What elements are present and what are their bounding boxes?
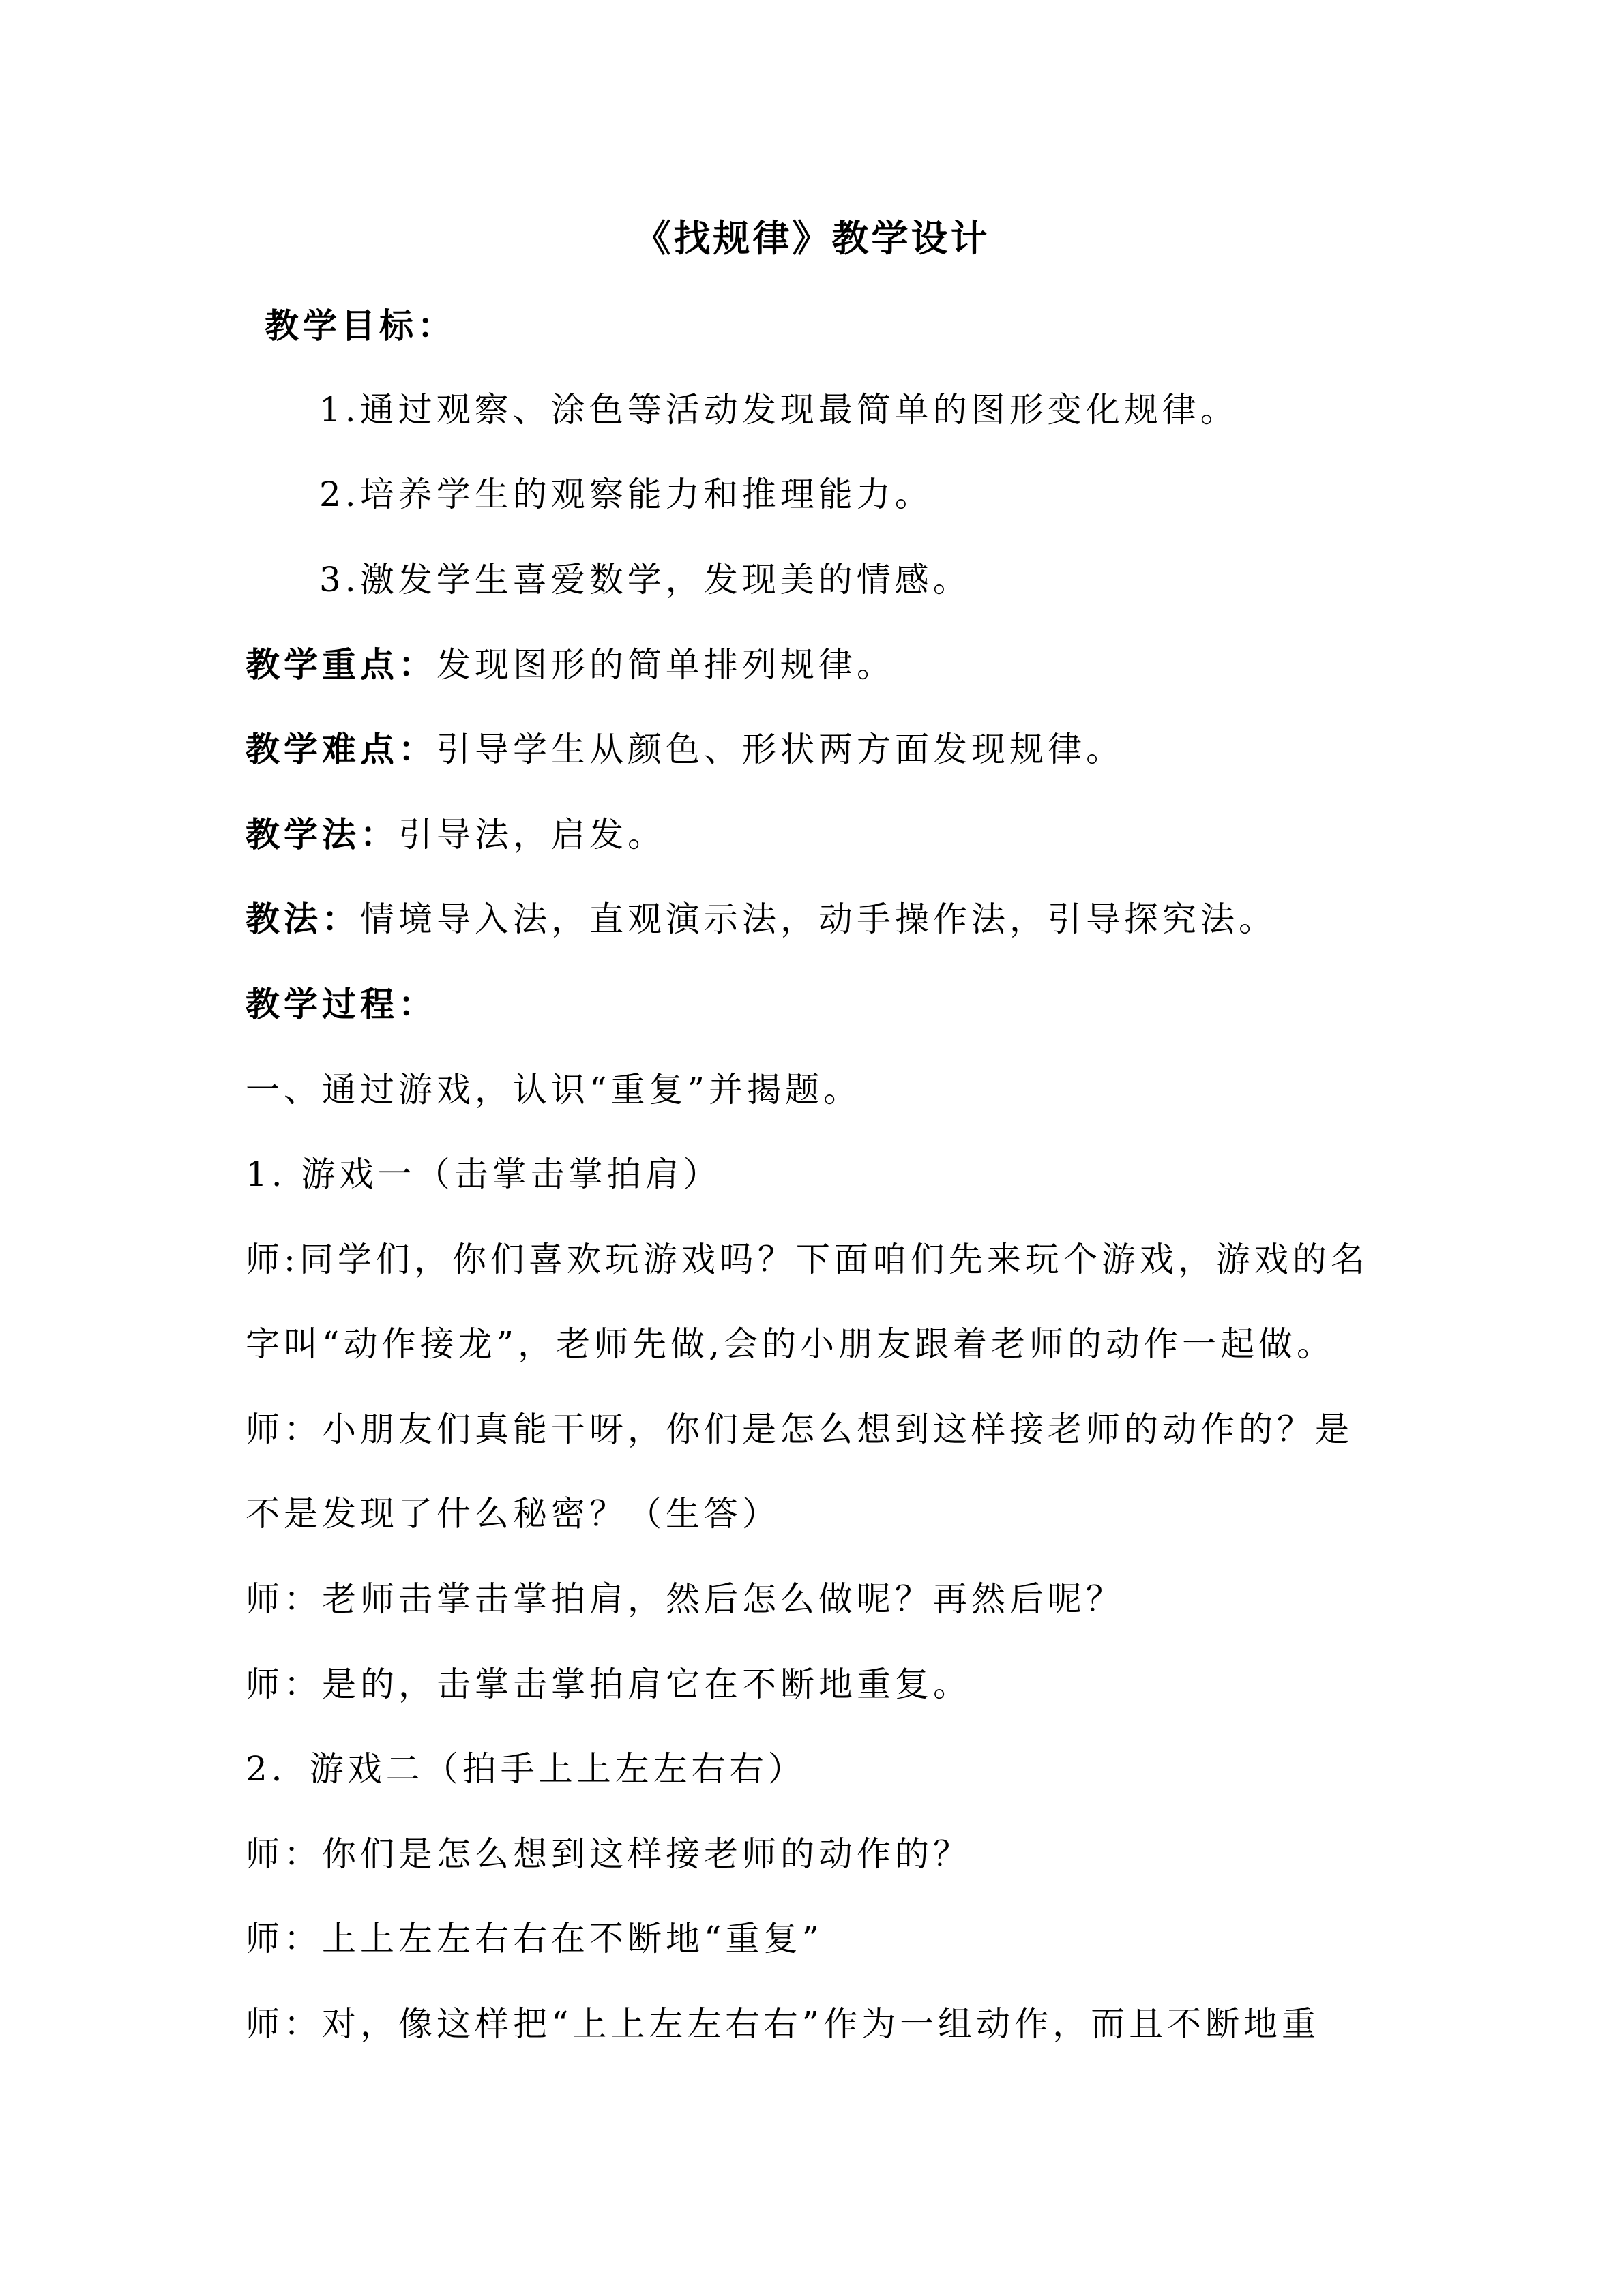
key-point-text: 发现图形的简单排列规律。 bbox=[437, 645, 895, 685]
difficulty bbox=[246, 729, 1124, 770]
process-line: 师：对，像这样把“上上左左右右”作为一组动作，而且不断地重 bbox=[246, 2004, 1320, 2044]
objectives-heading: 教学目标： bbox=[265, 306, 456, 346]
objective-item: 3.激发学生喜爱数学，发现美的情感。 bbox=[319, 560, 971, 599]
key-point bbox=[246, 644, 895, 685]
process-line: 1. 游戏一（击掌击掌拍肩） bbox=[246, 1154, 722, 1194]
process-line: 师：是的，击掌击掌拍肩它在不断地重复。 bbox=[246, 1665, 971, 1704]
process-line: 师:同学们，你们喜欢玩游戏吗？下面咱们先来玩个游戏，游戏的名 bbox=[246, 1240, 1369, 1279]
teaching-method bbox=[246, 899, 1277, 940]
process-line: 字叫“动作接龙”，老师先做,会的小朋友跟着老师的动作一起做。 bbox=[246, 1324, 1335, 1364]
process-heading: 教学过程： bbox=[246, 985, 437, 1024]
teaching-method-text: 情境导入法，直观演示法，动手操作法，引导探究法。 bbox=[360, 899, 1277, 939]
process-line: 不是发现了什么秘密？（生答） bbox=[246, 1494, 780, 1534]
objective-item: 1.通过观察、涂色等活动发现最简单的图形变化规律。 bbox=[319, 390, 1239, 430]
objective-item: 2.培养学生的观察能力和推理能力。 bbox=[319, 475, 933, 514]
process-line: 一、通过游戏，认识“重复”并揭题。 bbox=[246, 1070, 862, 1109]
process-line: 师：老师击掌击掌拍肩，然后怎么做呢？再然后呢？ bbox=[246, 1579, 1124, 1619]
learning-method-label: 教学法： bbox=[246, 815, 398, 854]
teaching-method-label: 教法： bbox=[246, 899, 360, 939]
difficulty-label: 教学难点： bbox=[246, 730, 437, 769]
document-title: 《找规律》教学设计 bbox=[634, 217, 990, 260]
process-line: 师：你们是怎么想到这样接老师的动作的？ bbox=[246, 1834, 971, 1874]
difficulty-text: 引导学生从颜色、形状两方面发现规律。 bbox=[437, 730, 1124, 769]
process-line: 2．游戏二（拍手上上左左右右） bbox=[246, 1749, 806, 1789]
learning-method bbox=[246, 814, 666, 855]
key-point-label: 教学重点： bbox=[246, 645, 437, 685]
process-line: 师：上上左左右右在不断地“重复” bbox=[246, 1919, 824, 1958]
learning-method-text: 引导法，启发。 bbox=[398, 815, 666, 854]
process-line: 师：小朋友们真能干呀，你们是怎么想到这样接老师的动作的？是 bbox=[246, 1410, 1353, 1449]
